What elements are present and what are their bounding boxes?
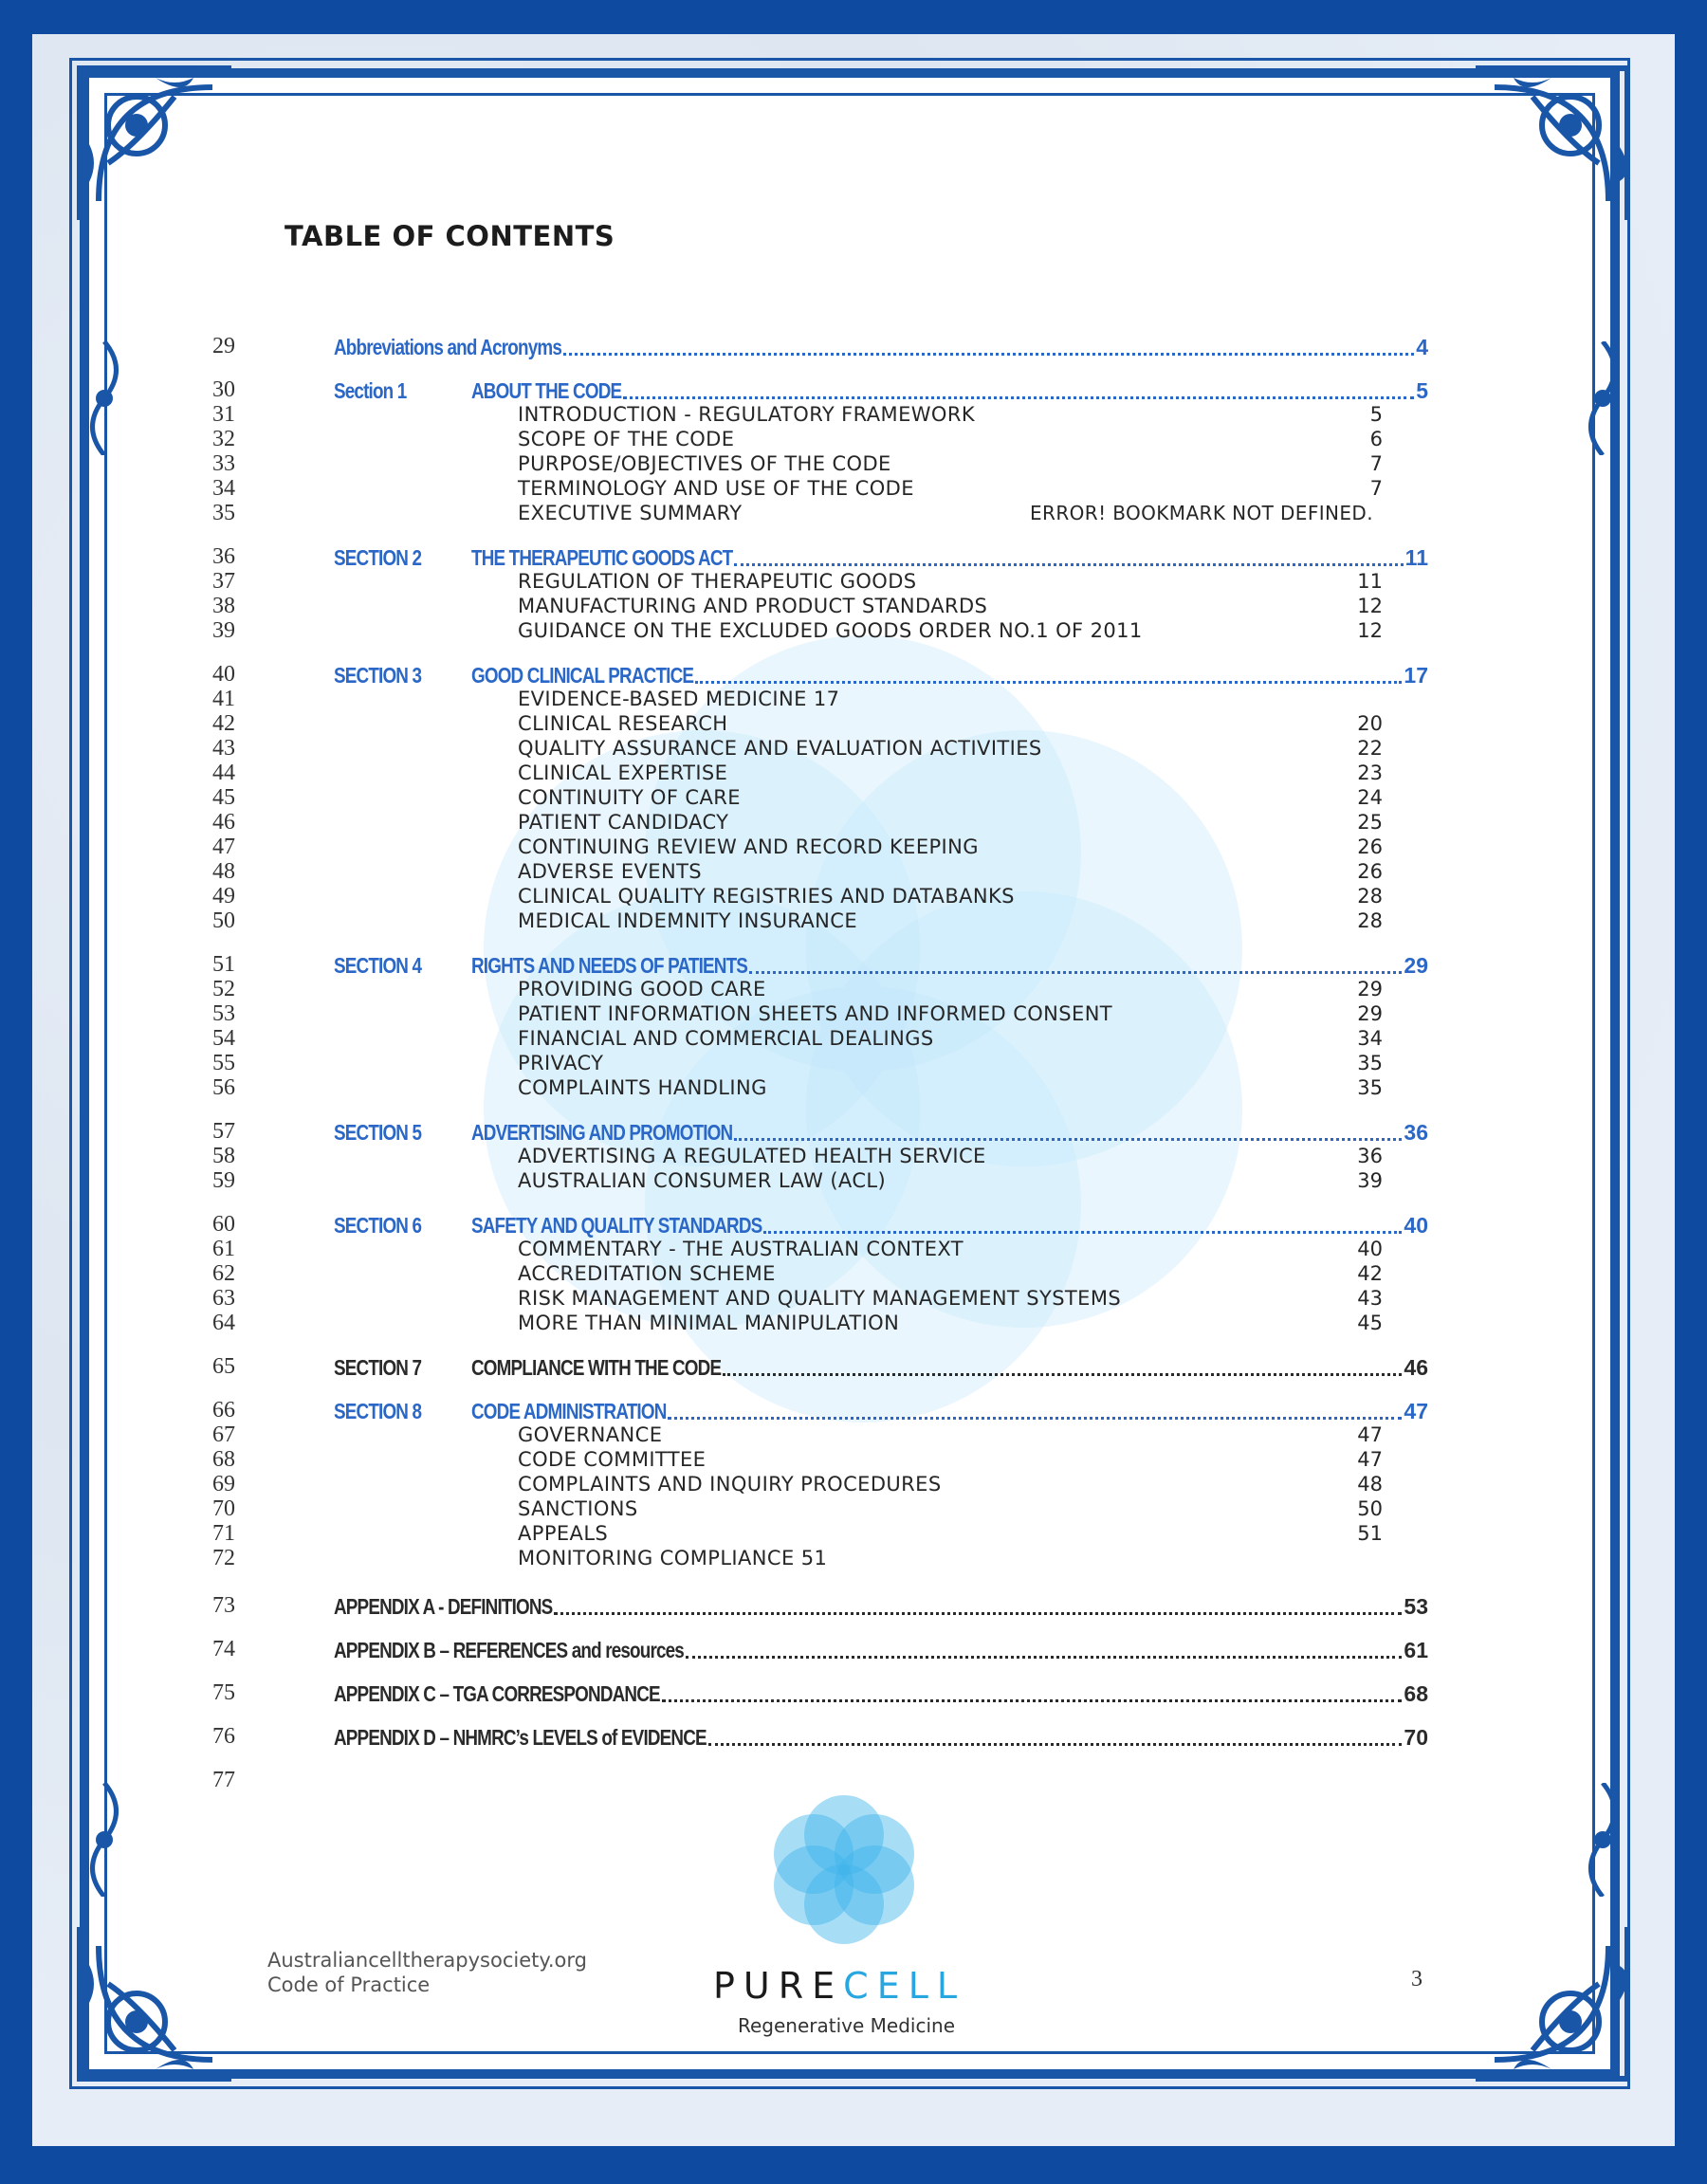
- toc-page-number: 36: [1404, 1120, 1428, 1145]
- toc-entry-label: PATIENT INFORMATION SHEETS AND INFORMED CONSENT: [518, 1002, 1113, 1025]
- toc-entry-label: TERMINOLOGY AND USE OF THE CODE: [518, 477, 914, 500]
- toc-entry-label: PURPOSE/OBJECTIVES OF THE CODE: [518, 452, 891, 475]
- line-number: 66: [212, 1398, 235, 1422]
- line-number: 55: [212, 1051, 235, 1075]
- line-number: 57: [212, 1119, 235, 1144]
- toc-page-number: 43: [1357, 1287, 1383, 1310]
- toc-entry-row[interactable]: [0, 736, 1707, 761]
- toc-page-number: 5: [1369, 403, 1383, 426]
- footer-left: [267, 1948, 587, 1997]
- toc-entry-label: PATIENT CANDIDACY: [518, 811, 729, 834]
- toc-heading-title: RIGHTS AND NEEDS OF PATIENTS: [471, 953, 748, 978]
- line-number: 65: [212, 1354, 235, 1379]
- toc-heading-row[interactable]: [0, 662, 1707, 687]
- line-number: 38: [212, 594, 235, 618]
- brand-tagline: Regenerative Medicine: [738, 2014, 956, 2037]
- line-number: 69: [212, 1472, 235, 1496]
- toc-heading-label: SECTION 4: [334, 953, 422, 978]
- toc-page-number: 51: [1357, 1522, 1383, 1545]
- toc-heading-row[interactable]: [0, 1593, 1707, 1618]
- toc-heading-title: CODE ADMINISTRATION: [471, 1399, 667, 1423]
- corner-ornament-icon: [1466, 1918, 1637, 2088]
- line-number: 54: [212, 1026, 235, 1051]
- toc-heading-row[interactable]: [0, 1119, 1707, 1144]
- line-number: 32: [212, 427, 235, 451]
- toc-heading-row[interactable]: [0, 1680, 1707, 1705]
- toc-entry-row[interactable]: [0, 594, 1707, 618]
- purecell-logo-icon: [759, 1783, 929, 1954]
- toc-page-number: 11: [1357, 570, 1383, 593]
- toc-entry-row[interactable]: [0, 859, 1707, 884]
- line-number: 68: [212, 1447, 235, 1472]
- toc-entry-label: REGULATION OF THERAPEUTIC GOODS: [518, 570, 917, 593]
- toc-entry-label: FINANCIAL AND COMMERCIAL DEALINGS: [518, 1027, 934, 1050]
- line-number: 70: [212, 1496, 235, 1521]
- toc-heading-title: COMPLIANCE WITH THE CODE: [471, 1355, 722, 1380]
- toc-entry-row[interactable]: [0, 1496, 1707, 1521]
- toc-entry-row[interactable]: [0, 1286, 1707, 1311]
- toc-entry-label: CLINICAL RESEARCH: [518, 712, 728, 735]
- toc-entry-label: CLINICAL EXPERTISE: [518, 762, 728, 784]
- toc-page-number: 22: [1357, 737, 1383, 760]
- toc-entry-label: COMPLAINTS AND INQUIRY PROCEDURES: [518, 1473, 942, 1496]
- line-number: 48: [212, 859, 235, 884]
- line-number: 40: [212, 662, 235, 687]
- line-number: 44: [212, 761, 235, 785]
- toc-page-number: 36: [1357, 1145, 1383, 1167]
- line-number: 50: [212, 908, 235, 933]
- toc-page-number: 17: [1404, 663, 1428, 688]
- toc-entry-label: QUALITY ASSURANCE AND EVALUATION ACTIVITIES: [518, 737, 1042, 760]
- line-number: 31: [212, 402, 235, 427]
- toc-page-number: 35: [1357, 1076, 1383, 1099]
- toc-entry-label: CODE COMMITTEE: [518, 1448, 707, 1471]
- toc-entry-label: PROVIDING GOOD CARE: [518, 978, 766, 1000]
- toc-entry-row[interactable]: [0, 687, 1707, 711]
- footer-site: Australiancelltherapysociety.org: [267, 1949, 587, 1972]
- toc-entry-label: ACCREDITATION SCHEME: [518, 1262, 776, 1285]
- toc-page-number: 7: [1369, 477, 1383, 500]
- toc-entry-label: COMPLAINTS HANDLING: [518, 1076, 767, 1099]
- line-number: 67: [212, 1422, 235, 1447]
- toc-entry-label: MORE THAN MINIMAL MANIPULATION: [518, 1312, 900, 1334]
- toc-page-number: 40: [1404, 1213, 1428, 1238]
- toc-page-number: 26: [1357, 835, 1383, 858]
- line-number: 42: [212, 711, 235, 736]
- toc-page-number: 61: [1404, 1638, 1428, 1662]
- toc-heading-label: APPENDIX C – TGA CORRESPONDANCE: [334, 1681, 660, 1706]
- toc-entry-label: RISK MANAGEMENT AND QUALITY MANAGEMENT SYSTEMS: [518, 1287, 1122, 1310]
- toc-heading-label: Section 1: [334, 378, 407, 403]
- line-number: 35: [212, 501, 235, 525]
- toc-page-number: 23: [1357, 762, 1383, 784]
- toc-page-number: 25: [1357, 811, 1383, 834]
- toc-page-number: 34: [1357, 1027, 1383, 1050]
- dot-leader: [623, 396, 1414, 399]
- toc-page-number: 53: [1404, 1594, 1428, 1619]
- toc-entry-row[interactable]: [0, 476, 1707, 501]
- toc-entry-row[interactable]: [0, 1144, 1707, 1168]
- toc-entry-label: PRIVACY: [518, 1052, 604, 1074]
- toc-page-number: 29: [1357, 978, 1383, 1000]
- toc-entry-row[interactable]: [0, 402, 1707, 427]
- toc-page-number: 35: [1357, 1052, 1383, 1074]
- toc-page-number: 45: [1357, 1312, 1383, 1334]
- toc-entry-row[interactable]: [0, 884, 1707, 908]
- dot-leader: [749, 971, 1402, 974]
- line-number: 75: [212, 1680, 235, 1705]
- side-ornament-icon: [1574, 1783, 1631, 1897]
- line-number: 34: [212, 476, 235, 501]
- toc-heading-row[interactable]: [0, 1637, 1707, 1661]
- toc-entry-row[interactable]: [0, 785, 1707, 810]
- dot-leader: [734, 563, 1403, 566]
- toc-heading-row[interactable]: [0, 334, 1707, 358]
- toc-entry-row[interactable]: [0, 1051, 1707, 1075]
- toc-entry-row[interactable]: [0, 427, 1707, 451]
- line-number: 29: [212, 334, 235, 358]
- toc-entry-label: EXECUTIVE SUMMARY: [518, 502, 743, 524]
- toc-entry-label: SANCTIONS: [518, 1497, 638, 1520]
- toc-entry-row[interactable]: [0, 451, 1707, 476]
- toc-page-number: 47: [1404, 1399, 1428, 1423]
- toc-page-number: 29: [1357, 1002, 1383, 1025]
- toc-heading-label: SECTION 6: [334, 1213, 422, 1238]
- toc-entry-row[interactable]: [0, 761, 1707, 785]
- line-number: 64: [212, 1311, 235, 1335]
- line-number: 51: [212, 952, 235, 977]
- dot-leader: [723, 1373, 1402, 1376]
- line-number: 41: [212, 687, 235, 711]
- line-number: 74: [212, 1637, 235, 1661]
- toc-entry-row[interactable]: [0, 1026, 1707, 1051]
- toc-page-number: 46: [1404, 1355, 1428, 1380]
- toc-entry-row[interactable]: [0, 1447, 1707, 1472]
- toc-entry-row[interactable]: [0, 618, 1707, 643]
- toc-entry-row[interactable]: [0, 501, 1707, 525]
- toc-page-number: 5: [1416, 378, 1428, 403]
- toc-entry-row[interactable]: [0, 1237, 1707, 1261]
- toc-entry-label: CONTINUITY OF CARE: [518, 786, 741, 809]
- toc-page-number: 7: [1369, 452, 1383, 475]
- toc-heading-title: THE THERAPEUTIC GOODS ACT: [471, 545, 733, 570]
- toc-heading-label: SECTION 5: [334, 1120, 422, 1145]
- toc-page-number: 47: [1357, 1423, 1383, 1446]
- line-number: 33: [212, 451, 235, 476]
- toc-heading-label: SECTION 3: [334, 663, 422, 688]
- bookmark-error-text: ERROR! BOOKMARK NOT DEFINED.: [1030, 502, 1373, 524]
- toc-entry-row[interactable]: [0, 1168, 1707, 1193]
- toc-heading-row[interactable]: [0, 377, 1707, 402]
- line-number: 72: [212, 1546, 235, 1570]
- line-number: 39: [212, 618, 235, 643]
- toc-page-number: 50: [1357, 1497, 1383, 1520]
- line-number: 59: [212, 1168, 235, 1193]
- toc-entry-label: GUIDANCE ON THE EXCLUDED GOODS ORDER NO.1 OF 2011: [518, 619, 1143, 642]
- line-number: 62: [212, 1261, 235, 1286]
- brand-part-1: PURE: [713, 1965, 844, 2007]
- dot-leader: [695, 681, 1402, 684]
- toc-page-number: 26: [1357, 860, 1383, 883]
- line-number: 53: [212, 1001, 235, 1026]
- toc-entry-row[interactable]: [0, 810, 1707, 835]
- toc-heading-label: APPENDIX B – REFERENCES and resources: [334, 1638, 684, 1662]
- corner-ornament-icon: [70, 1918, 241, 2088]
- toc-entry-row[interactable]: [0, 1472, 1707, 1496]
- line-number: 52: [212, 977, 235, 1001]
- toc-entry-row[interactable]: [0, 1075, 1707, 1100]
- toc-page-number: 24: [1357, 786, 1383, 809]
- line-number: 47: [212, 835, 235, 859]
- toc-heading-title: GOOD CLINICAL PRACTICE: [471, 663, 694, 688]
- toc-heading-label: Abbreviations and Acronyms: [334, 335, 561, 359]
- toc-heading-title: ABOUT THE CODE: [471, 378, 622, 403]
- brand-part-2: CELL: [843, 1965, 966, 2007]
- dot-leader: [662, 1699, 1403, 1702]
- line-number: 76: [212, 1724, 235, 1749]
- toc-entry-row[interactable]: [0, 569, 1707, 594]
- toc-heading-row[interactable]: [0, 952, 1707, 977]
- toc-entry-label: MONITORING COMPLIANCE 51: [518, 1547, 828, 1569]
- side-ornament-icon: [76, 1783, 133, 1897]
- line-number: 77: [212, 1768, 235, 1792]
- toc-entry-label: APPEALS: [518, 1522, 609, 1545]
- toc-page-number: 68: [1404, 1681, 1428, 1706]
- line-number: 63: [212, 1286, 235, 1311]
- toc-entry-row[interactable]: [0, 1521, 1707, 1546]
- toc-heading-row[interactable]: [0, 1724, 1707, 1749]
- toc-entry-label: SCOPE OF THE CODE: [518, 428, 735, 450]
- toc-page-number: 29: [1404, 953, 1428, 978]
- toc-page-number: 40: [1357, 1238, 1383, 1260]
- toc-entry-label: CONTINUING REVIEW AND RECORD KEEPING: [518, 835, 979, 858]
- toc-page-number: 28: [1357, 909, 1383, 932]
- toc-page-number: 6: [1369, 428, 1383, 450]
- corner-ornament-icon: [70, 59, 241, 229]
- toc-page-number: 11: [1404, 545, 1428, 570]
- toc-entry-row[interactable]: [0, 835, 1707, 859]
- toc-entry-row[interactable]: [0, 1546, 1707, 1570]
- toc-page-number: 47: [1357, 1448, 1383, 1471]
- dot-leader: [668, 1417, 1402, 1420]
- line-number: 71: [212, 1521, 235, 1546]
- line-number: 36: [212, 544, 235, 569]
- brand-wordmark: [713, 1965, 965, 2007]
- toc-heading-label: SECTION 2: [334, 545, 422, 570]
- toc-entry-row[interactable]: [0, 1311, 1707, 1335]
- toc-heading-label: APPENDIX A - DEFINITIONS: [334, 1594, 553, 1619]
- toc-entry-label: AUSTRALIAN CONSUMER LAW (ACL): [518, 1169, 887, 1192]
- line-number: 58: [212, 1144, 235, 1168]
- toc-page-number: 28: [1357, 885, 1383, 908]
- toc-entry-row[interactable]: [0, 711, 1707, 736]
- toc-heading-row[interactable]: [0, 1398, 1707, 1422]
- dot-leader: [708, 1743, 1403, 1746]
- line-number: 37: [212, 569, 235, 594]
- line-number: 61: [212, 1237, 235, 1261]
- toc-heading-label: SECTION 7: [334, 1355, 422, 1380]
- dot-leader: [554, 1612, 1402, 1615]
- line-number: 49: [212, 884, 235, 908]
- toc-page-number: 12: [1357, 595, 1383, 617]
- line-number: 46: [212, 810, 235, 835]
- corner-ornament-icon: [1466, 59, 1637, 229]
- toc-heading-title: SAFETY AND QUALITY STANDARDS: [471, 1213, 762, 1238]
- toc-page-number: 4: [1416, 335, 1428, 359]
- page-number: 3: [1411, 1967, 1422, 1991]
- toc-entry-label: GOVERNANCE: [518, 1423, 663, 1446]
- toc-entry-label: INTRODUCTION - REGULATORY FRAMEWORK: [518, 403, 975, 426]
- toc-heading-row[interactable]: [0, 1212, 1707, 1237]
- toc-heading-label: APPENDIX D – NHMRC’s LEVELS of EVIDENCE: [334, 1725, 707, 1750]
- toc-heading-label: SECTION 8: [334, 1399, 422, 1423]
- toc-entry-label: COMMENTARY - THE AUSTRALIAN CONTEXT: [518, 1238, 964, 1260]
- toc-entry-row[interactable]: [0, 1001, 1707, 1026]
- toc-entry-row[interactable]: [0, 1261, 1707, 1286]
- toc-heading-title: ADVERTISING AND PROMOTION: [471, 1120, 733, 1145]
- footer-doc: Code of Practice: [267, 1973, 431, 1996]
- page-title: TABLE OF CONTENTS: [284, 220, 615, 252]
- toc-heading-row[interactable]: [0, 1354, 1707, 1379]
- toc-page-number: 70: [1404, 1725, 1428, 1750]
- toc-page-number: 48: [1357, 1473, 1383, 1496]
- toc-page-number: 12: [1357, 619, 1383, 642]
- toc-entry-label: MEDICAL INDEMNITY INSURANCE: [518, 909, 857, 932]
- toc-entry-label: EVIDENCE-BASED MEDICINE 17: [518, 688, 840, 710]
- dot-leader: [734, 1138, 1402, 1141]
- dot-leader: [686, 1656, 1402, 1659]
- toc-entry-label: CLINICAL QUALITY REGISTRIES AND DATABANKS: [518, 885, 1015, 908]
- toc-entry-label: ADVERSE EVENTS: [518, 860, 703, 883]
- toc-page-number: 42: [1357, 1262, 1383, 1285]
- toc-page-number: 39: [1357, 1169, 1383, 1192]
- line-number: 60: [212, 1212, 235, 1237]
- toc-entry-row[interactable]: [0, 1422, 1707, 1447]
- dot-leader: [763, 1231, 1402, 1234]
- line-number: 30: [212, 377, 235, 402]
- toc-entry-row[interactable]: [0, 977, 1707, 1001]
- toc-entry-label: MANUFACTURING AND PRODUCT STANDARDS: [518, 595, 988, 617]
- line-number: 73: [212, 1593, 235, 1618]
- line-number: 43: [212, 736, 235, 761]
- toc-entry-label: ADVERTISING A REGULATED HEALTH SERVICE: [518, 1145, 986, 1167]
- line-number: 56: [212, 1075, 235, 1100]
- dot-leader: [563, 353, 1414, 356]
- toc-entry-row[interactable]: [0, 908, 1707, 933]
- toc-page-number: 20: [1357, 712, 1383, 735]
- toc-heading-row[interactable]: [0, 544, 1707, 569]
- line-number: 45: [212, 785, 235, 810]
